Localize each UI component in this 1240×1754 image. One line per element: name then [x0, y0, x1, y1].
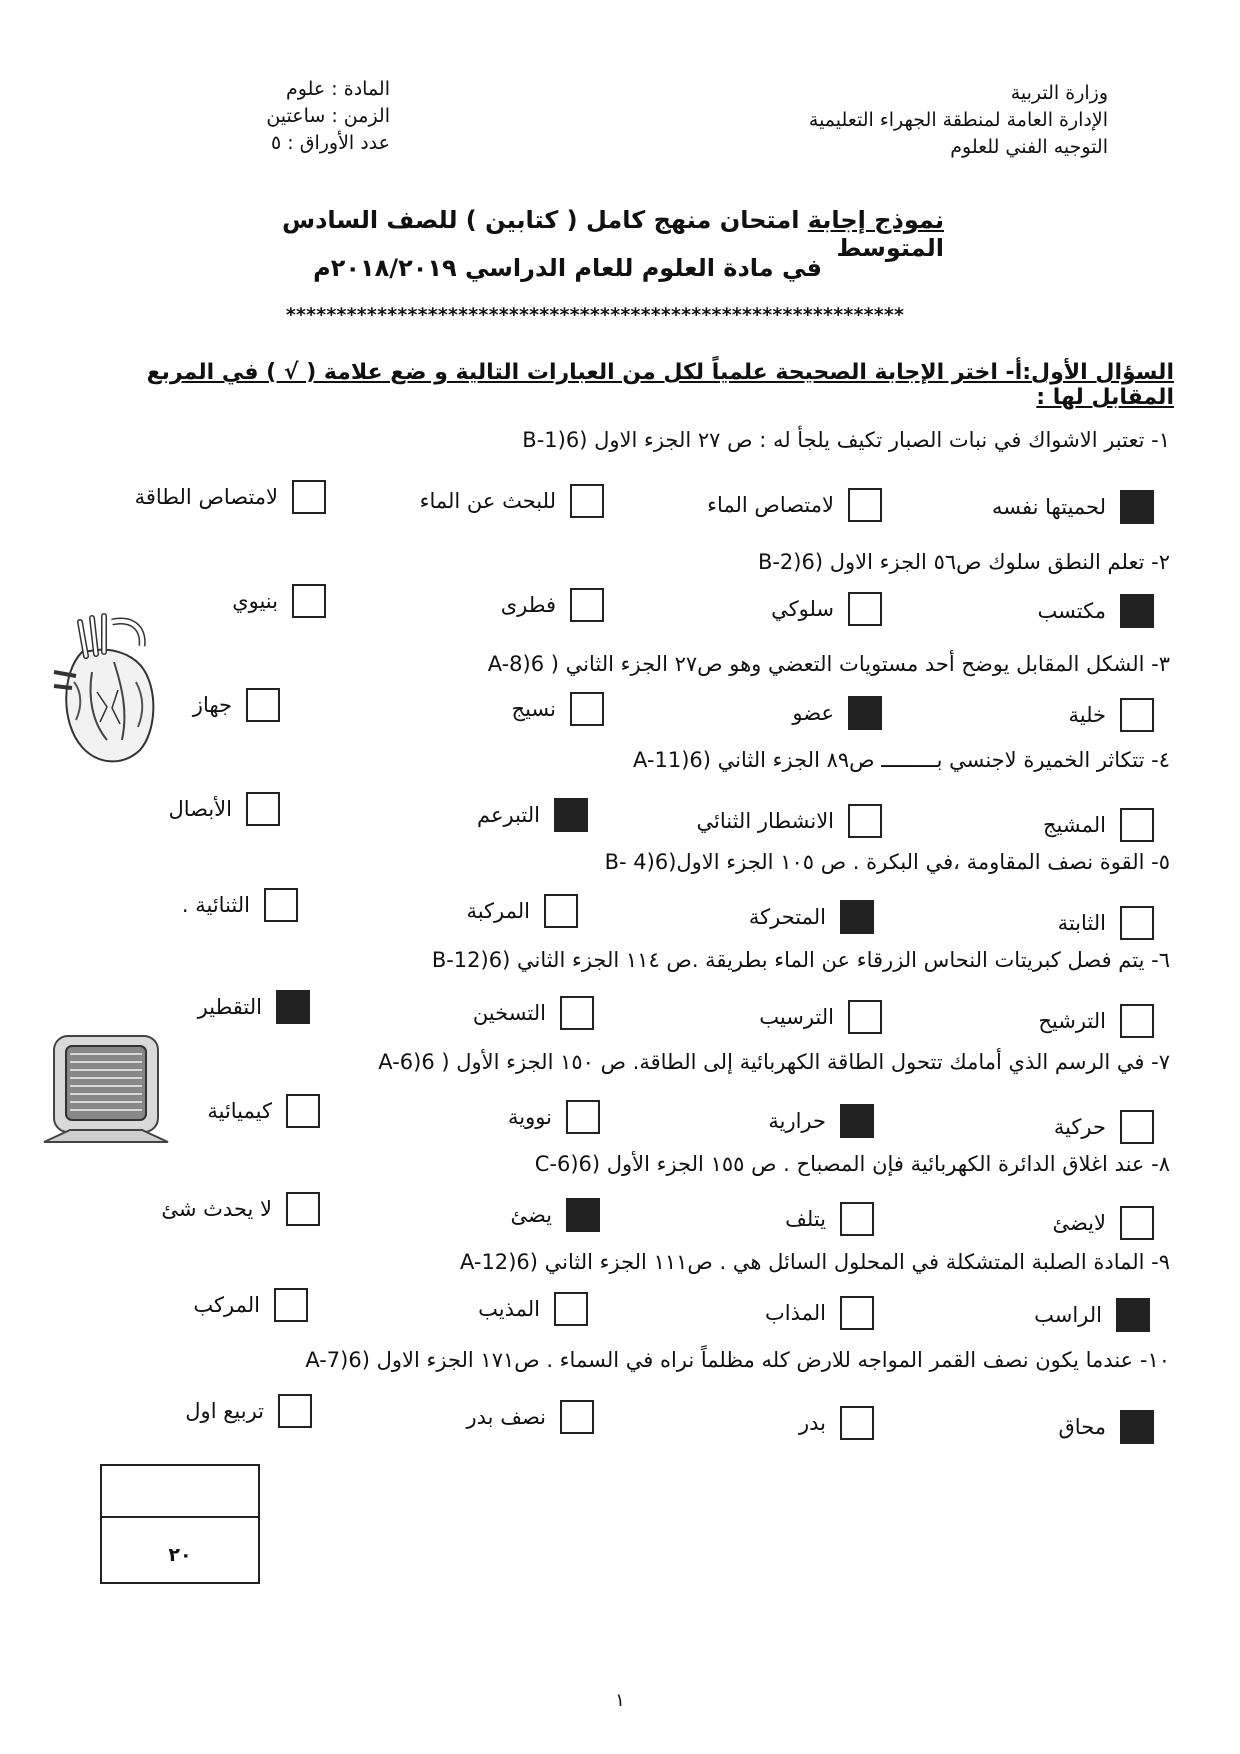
question-7-option-2[interactable]: حرارية: [768, 1104, 874, 1138]
option-checkbox[interactable]: [286, 1094, 320, 1128]
question-6-text: ٦- يتم فصل كبريتات النحاس الزرقاء عن الماء بطريقة .ص ١١٤ الجزء الثاني (6(B-12: [431, 948, 1170, 972]
question-2-option-2[interactable]: سلوكي: [771, 592, 882, 626]
exam-subtitle: في مادة العلوم للعام الدراسي ٢٠١٨/٢٠١٩م: [313, 254, 822, 282]
question-6-option-3[interactable]: التسخين: [473, 996, 594, 1030]
question-9-option-4[interactable]: المركب: [193, 1288, 308, 1322]
option-checkbox[interactable]: [848, 696, 882, 730]
question-1-option-1[interactable]: لحميتها نفسه: [992, 490, 1154, 524]
question-10-option-4[interactable]: تربيع اول: [185, 1394, 312, 1428]
question-1-option-2[interactable]: لامتصاص الماء: [707, 488, 882, 522]
question-8-option-1[interactable]: لايضئ: [1052, 1206, 1154, 1240]
option-checkbox[interactable]: [246, 792, 280, 826]
option-checkbox[interactable]: [570, 588, 604, 622]
option-checkbox[interactable]: [1120, 1410, 1154, 1444]
ministry-line-1: وزارة التربية: [1010, 82, 1108, 104]
option-checkbox[interactable]: [278, 1394, 312, 1428]
option-checkbox[interactable]: [286, 1192, 320, 1226]
option-checkbox[interactable]: [848, 488, 882, 522]
question-8-text: ٨- عند اغلاق الدائرة الكهربائية فإن المصباح . ص ١٥٥ الجزء الأول (6(C-6: [534, 1152, 1170, 1176]
question-3-option-2[interactable]: عضو: [792, 696, 882, 730]
option-checkbox[interactable]: [840, 1406, 874, 1440]
ministry-line-3: التوجيه الفني للعلوم: [950, 136, 1108, 158]
question-5-option-3[interactable]: المركبة: [466, 894, 578, 928]
option-checkbox[interactable]: [292, 584, 326, 618]
question-2-option-1[interactable]: مكتسب: [1037, 594, 1154, 628]
question-9-option-1[interactable]: الراسب: [1034, 1298, 1150, 1332]
option-checkbox[interactable]: [544, 894, 578, 928]
info-pages: عدد الأوراق : ٥: [271, 132, 390, 154]
question-4-option-4[interactable]: الأبصال: [168, 792, 280, 826]
option-checkbox[interactable]: [264, 888, 298, 922]
option-checkbox[interactable]: [840, 1202, 874, 1236]
exam-title-rest: امتحان منهج كامل ( كتابين ) للصف السادس المتوسط: [281, 206, 944, 262]
question-3-option-1[interactable]: خلية: [1068, 698, 1154, 732]
question-5-text: ٥- القوة نصف المقاومة ،في البكرة . ص ١٠٥ الجزء الاول(6(B- 4: [604, 850, 1170, 874]
question-3-option-3[interactable]: نسيج: [512, 692, 604, 726]
page-number: ١: [615, 1690, 625, 1711]
question-4-text: ٤- تتكاثر الخميرة لاجنسي بـــــــــ ص٨٩ الجزء الثاني (6(A-11: [633, 748, 1170, 772]
option-checkbox[interactable]: [840, 1296, 874, 1330]
option-checkbox[interactable]: [848, 1000, 882, 1034]
option-checkbox[interactable]: [848, 804, 882, 838]
option-checkbox[interactable]: [1120, 1110, 1154, 1144]
question-3-text: ٣- الشكل المقابل يوضح أحد مستويات التعضي وهو ص٢٧ الجزء الثاني ( 6(A-8: [487, 652, 1170, 676]
question-6-option-4[interactable]: التقطير: [198, 990, 310, 1024]
question-10-option-1[interactable]: محاق: [1059, 1410, 1155, 1444]
ministry-header: [748, 80, 1108, 161]
question-9-option-2[interactable]: المذاب: [765, 1296, 874, 1330]
question-3-option-4[interactable]: جهاز: [193, 688, 280, 722]
question-8-option-2[interactable]: يتلف: [785, 1202, 874, 1236]
question-10-text: ١٠- عندما يكون نصف القمر المواجه للارض كله مظلماً نراه في السماء . ص١٧١ الجزء الاول (6(A-7: [305, 1348, 1170, 1372]
question-7-text: ٧- في الرسم الذي أمامك تتحول الطاقة الكهربائية إلى الطاقة. ص ١٥٠ الجزء الأول ( 6(A-6: [378, 1050, 1170, 1074]
question-4-option-1[interactable]: المشيج: [1043, 808, 1154, 842]
option-checkbox[interactable]: [1120, 594, 1154, 628]
option-checkbox[interactable]: [566, 1198, 600, 1232]
question-8-option-4[interactable]: لا يحدث شئ: [161, 1192, 320, 1226]
question-1-option-4[interactable]: لامتصاص الطاقة: [135, 480, 326, 514]
question-9-option-3[interactable]: المذيب: [478, 1292, 588, 1326]
option-checkbox[interactable]: [276, 990, 310, 1024]
heater-icon: [40, 1032, 172, 1152]
option-checkbox[interactable]: [1120, 1004, 1154, 1038]
ministry-line-2: الإدارة العامة لمنطقة الجهراء التعليمية: [808, 109, 1108, 131]
question-10-option-2[interactable]: بدر: [799, 1406, 874, 1440]
option-checkbox[interactable]: [560, 1400, 594, 1434]
question-1-option-3[interactable]: للبحث عن الماء: [420, 484, 604, 518]
option-checkbox[interactable]: [246, 688, 280, 722]
question-4-option-3[interactable]: التبرعم: [477, 798, 588, 832]
option-checkbox[interactable]: [1120, 1206, 1154, 1240]
option-checkbox[interactable]: [274, 1288, 308, 1322]
option-checkbox[interactable]: [570, 484, 604, 518]
option-checkbox[interactable]: [566, 1100, 600, 1134]
question-10-option-3[interactable]: نصف بدر: [467, 1400, 594, 1434]
question-8-option-3[interactable]: يضئ: [510, 1198, 600, 1232]
option-checkbox[interactable]: [1116, 1298, 1150, 1332]
option-checkbox[interactable]: [292, 480, 326, 514]
answer-key-label: نموذج إجابة: [807, 206, 944, 234]
question-2-option-4[interactable]: بنيوي: [232, 584, 326, 618]
question-6-option-2[interactable]: الترسيب: [759, 1000, 882, 1034]
question-7-option-4[interactable]: كيميائية: [207, 1094, 320, 1128]
option-checkbox[interactable]: [1120, 808, 1154, 842]
question-5-option-2[interactable]: المتحركة: [749, 900, 874, 934]
option-checkbox[interactable]: [1120, 698, 1154, 732]
score-box: [100, 1464, 260, 1584]
question-4-option-2[interactable]: الانشطار الثنائي: [697, 804, 882, 838]
option-checkbox[interactable]: [560, 996, 594, 1030]
question-2-text: ٢- تعلم النطق سلوك ص٥٦ الجزء الاول (6(B-2: [757, 550, 1170, 574]
question-2-option-3[interactable]: فطرى: [501, 588, 604, 622]
score-total: ٢٠: [168, 1544, 192, 1566]
question-5-option-4[interactable]: الثنائية .: [182, 888, 298, 922]
heart-icon: [52, 612, 164, 772]
option-checkbox[interactable]: [840, 900, 874, 934]
question-1-text: ١- تعتبر الاشواك في نبات الصبار تكيف يلجأ له : ص ٢٧ الجزء الاول (6(B-1: [522, 428, 1170, 452]
option-checkbox[interactable]: [848, 592, 882, 626]
option-checkbox[interactable]: [570, 692, 604, 726]
question-9-text: ٩- المادة الصلبة المتشكلة في المحلول السائل هي . ص١١١ الجزء الثاني (6(A-12: [459, 1250, 1170, 1274]
info-duration: الزمن : ساعتين: [266, 105, 390, 127]
option-checkbox[interactable]: [840, 1104, 874, 1138]
question-5-option-1[interactable]: الثابتة: [1058, 906, 1154, 940]
option-checkbox[interactable]: [554, 1292, 588, 1326]
star-separator: *************************************************************: [285, 304, 905, 326]
option-checkbox[interactable]: [1120, 490, 1154, 524]
question-6-option-1[interactable]: الترشيح: [1038, 1004, 1154, 1038]
question-7-option-1[interactable]: حركية: [1054, 1110, 1154, 1144]
exam-info: [150, 76, 390, 157]
question-heading: السؤال الأول:أ- اختر الإجابة الصحيحة علمياً لكل من العبارات التالية و ضع علامة ( √ ) في المربع المقابل لها :: [146, 360, 1174, 410]
info-subject: المادة : علوم: [286, 78, 390, 100]
option-checkbox[interactable]: [1120, 906, 1154, 940]
score-divider: [102, 1516, 258, 1518]
option-checkbox[interactable]: [554, 798, 588, 832]
question-7-option-3[interactable]: نووية: [508, 1100, 600, 1134]
